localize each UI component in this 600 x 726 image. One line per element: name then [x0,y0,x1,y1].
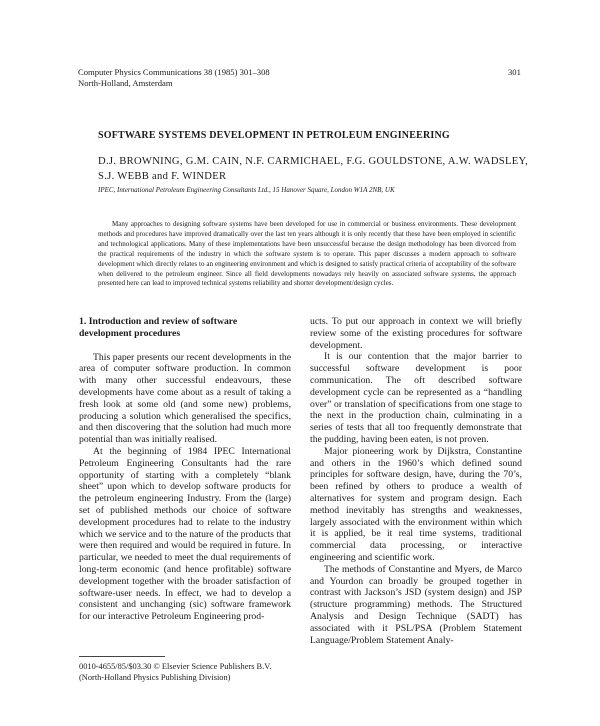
journal-line-2: North-Holland, Amsterdam [78,78,173,88]
section-heading: 1. Introduction and review of software development procedures [79,316,238,339]
publisher-footer [79,662,271,683]
journal-line-1: Computer Physics Communications 38 (1985) 301–308 [78,67,270,77]
body-paragraph: ucts. To put our approach in context we will briefly review some of the existing procedures for software development. [310,316,522,351]
body-paragraph: Major pioneering work by Dijkstra, Constantine and others in the 1960’s which defined sound principles for software design, have, during the 70’s, been refined by others to produce a wealth of alternatives for system and program design. Each method inevitably has strengths and weaknesses, largely associated with the environment within which it is applied, be it real time systems, traditional commercial data processing, or interactive engineering and scientific work. [310,445,522,563]
body-paragraph: It is our contention that the major barrier to successful software development is poor communication. The oft described software development cycle can be represented as a “handling over” or translation of specifications from one stage to the next in the production chain, culminating in a series of tests that all too frequently demonstrate that the pudding, having been eaten, is not proven. [310,351,522,445]
body-paragraph: This paper presents our recent developments in the area of computer software production. In common with many other successful endeavours, these developments have come about as a result of taking a fresh look at some old (and some new) problems, producing a solution which generalised the specifics, and then discovering that the solution had much more potential than was initially realised. [79,351,291,446]
body-paragraph: The methods of Constantine and Myers, de Marco and Yourdon can broadly be grouped together in contrast with Jackson’s JSD (system design) and JSP (structure programming) methods. The Structured Analysis and Design Technique (SADT) has associated with it PSL/PSA (Problem Statement Language/Problem Statement Analy- [310,563,522,646]
footer-rule [79,656,165,657]
author-list [98,154,538,184]
abstract: Many approaches to designing software systems have been developed for use in commercial or business environments. These development methods and procedures have improved dramatically over the last ten years although it is only recently that these have been employed in scientific and technological applications. Many of these implementations have been unsuccessful because the design methodology has been divorced from the practical requirements of the industry in which the software system is to operate. This paper discusses a modern approach to software development which directly relates to an engineering environment and which is designed to satisfy practical criteria of acceptability of the software when delivered to the petroleum engineer. Since all field developments nowadays rely heavily on associated software systems, the approach presented here can lead to improved technical systems reliability and shorter development/design cycles. [98,220,516,288]
affiliation: IPEC, International Petroleum Engineering Consultants Ltd., 15 Hanover Square, London W1A 2NB, UK [98,186,395,194]
journal-citation [78,67,270,89]
page-number: 301 [508,67,521,77]
body-paragraph: At the beginning of 1984 IPEC International Petroleum Engineering Consultants had the rare opportunity of starting with a completely “blank sheet” upon which to develop software products for the petroleum engineering Industry. From the (large) set of published methods our choice of software development procedures had to relate to the industry which we service and to the nature of the products that were then required and would be required in future. In particular, we needed to meet the dual requirements of long-term economic (and hence profitable) software development together with the broader satisfaction of software-user needs. In effect, we had to develop a consistent and unchanging (sic) software framework for our interactive Petroleum Engineering prod- [79,445,291,623]
footer-line-2: (North-Holland Physics Publishing Division) [79,672,231,682]
authors-line-1: D.J. BROWNING, G.M. CAIN, N.F. CARMICHAEL, F.G. GOULDSTONE, A.W. WADSLEY, [98,156,529,167]
left-column [79,316,291,623]
footer-line-1: 0010-4655/85/$03.30 © Elsevier Science Publishers B.V. [79,662,272,671]
right-column [310,316,522,646]
paper-title: SOFTWARE SYSTEMS DEVELOPMENT IN PETROLEUM ENGINEERING [98,130,450,141]
authors-line-2: S.J. WEBB and F. WINDER [98,171,227,182]
